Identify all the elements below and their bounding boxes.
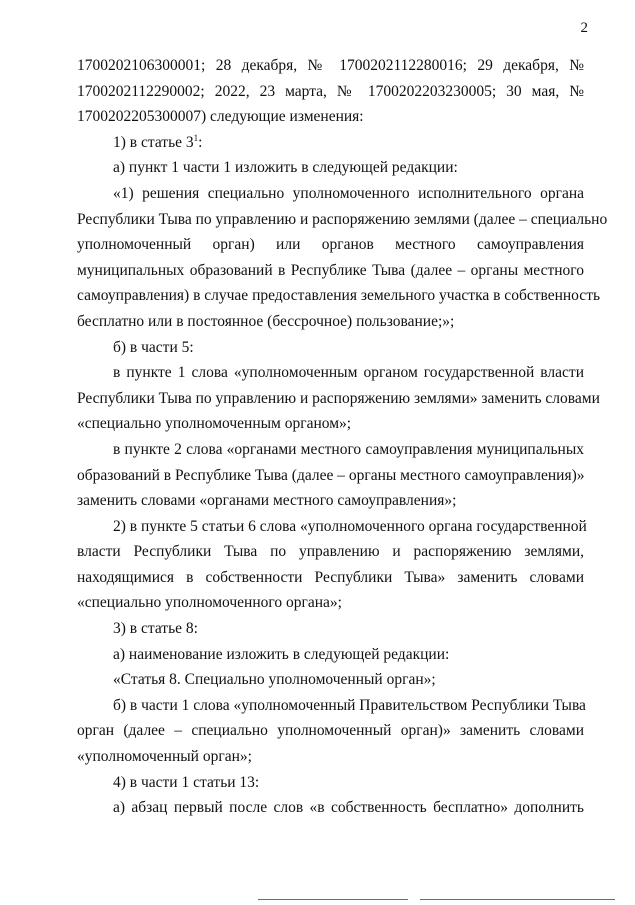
text-line: находящимися в собственности Республики Тыва» заменить словами — [77, 568, 584, 586]
text-line-main: 1) в статье 3 — [113, 133, 194, 151]
text-line: б) в части 5: — [113, 338, 194, 356]
document-body — [77, 53, 608, 821]
text-line: «специально уполномоченным органом»; — [77, 415, 352, 433]
text-line: 3) в статье 8: — [113, 620, 198, 638]
text-line: власти Республики Тыва по управлению и распоряжению землями, — [77, 543, 584, 561]
text-line: б) в части 1 слова «уполномоченный Правительством Республики Тыва — [113, 696, 586, 714]
text-line: в пункте 2 слова «органами местного самоуправления муниципальных — [113, 440, 584, 458]
text-line: образований в Республике Тыва (далее – органы местного самоуправления)» — [77, 466, 585, 484]
text-line: заменить словами «органами местного самоуправления»; — [77, 492, 457, 510]
text-line: Республики Тыва по управлению и распоряжению землями (далее – специально — [77, 210, 608, 228]
text-line: а) абзац первый после слов «в собственность бесплатно» дополнить — [113, 799, 584, 817]
scan-edge-line — [420, 899, 615, 900]
scan-edge-line — [258, 899, 408, 900]
text-line: а) наименование изложить в следующей редакции: — [113, 645, 450, 663]
page-number: 2 — [580, 20, 588, 36]
text-line: «специально уполномоченного органа»; — [77, 594, 342, 612]
text-line: «Статья 8. Специально уполномоченный орган»; — [113, 671, 436, 689]
text-line: орган (далее – специально уполномоченный орган)» заменить словами — [77, 722, 584, 740]
text-line: самоуправления) в случае предоставления земельного участка в собственность — [77, 287, 601, 305]
text-line: муниципальных образований в Республике Тыва (далее – органы местного — [77, 261, 584, 279]
text-line: в пункте 1 слова «уполномоченным органом государственной власти — [113, 364, 584, 382]
text-line: бесплатно или в постоянное (бессрочное) пользование;»; — [77, 312, 455, 330]
text-line: «уполномоченный орган»; — [77, 748, 252, 766]
text-line: 2) в пункте 5 статьи 6 слова «уполномоченного органа государственной — [113, 517, 587, 535]
text-line: Республики Тыва по управлению и распоряжению землями» заменить словами — [77, 389, 600, 407]
text-line: 1700202205300007) следующие изменения: — [77, 108, 364, 126]
text-line: «1) решения специально уполномоченного исполнительного органа — [113, 184, 584, 202]
text-line: а) пункт 1 части 1 изложить в следующей редакции: — [113, 159, 458, 177]
text-line: 1700202112290002; 2022, 23 марта, № 1700202203230005; 30 мая, № — [77, 82, 584, 100]
text-line: 1700202106300001; 28 декабря, № 1700202112280016; 29 декабря, № — [77, 57, 584, 74]
text-line: 4) в части 1 статьи 13: — [113, 773, 260, 791]
text-line-article-3-1 — [77, 130, 584, 156]
text-line: уполномоченный орган) или органов местного самоуправления — [77, 236, 584, 254]
text-line-suffix: : — [198, 133, 203, 151]
superscript-number: 1 — [193, 132, 199, 143]
